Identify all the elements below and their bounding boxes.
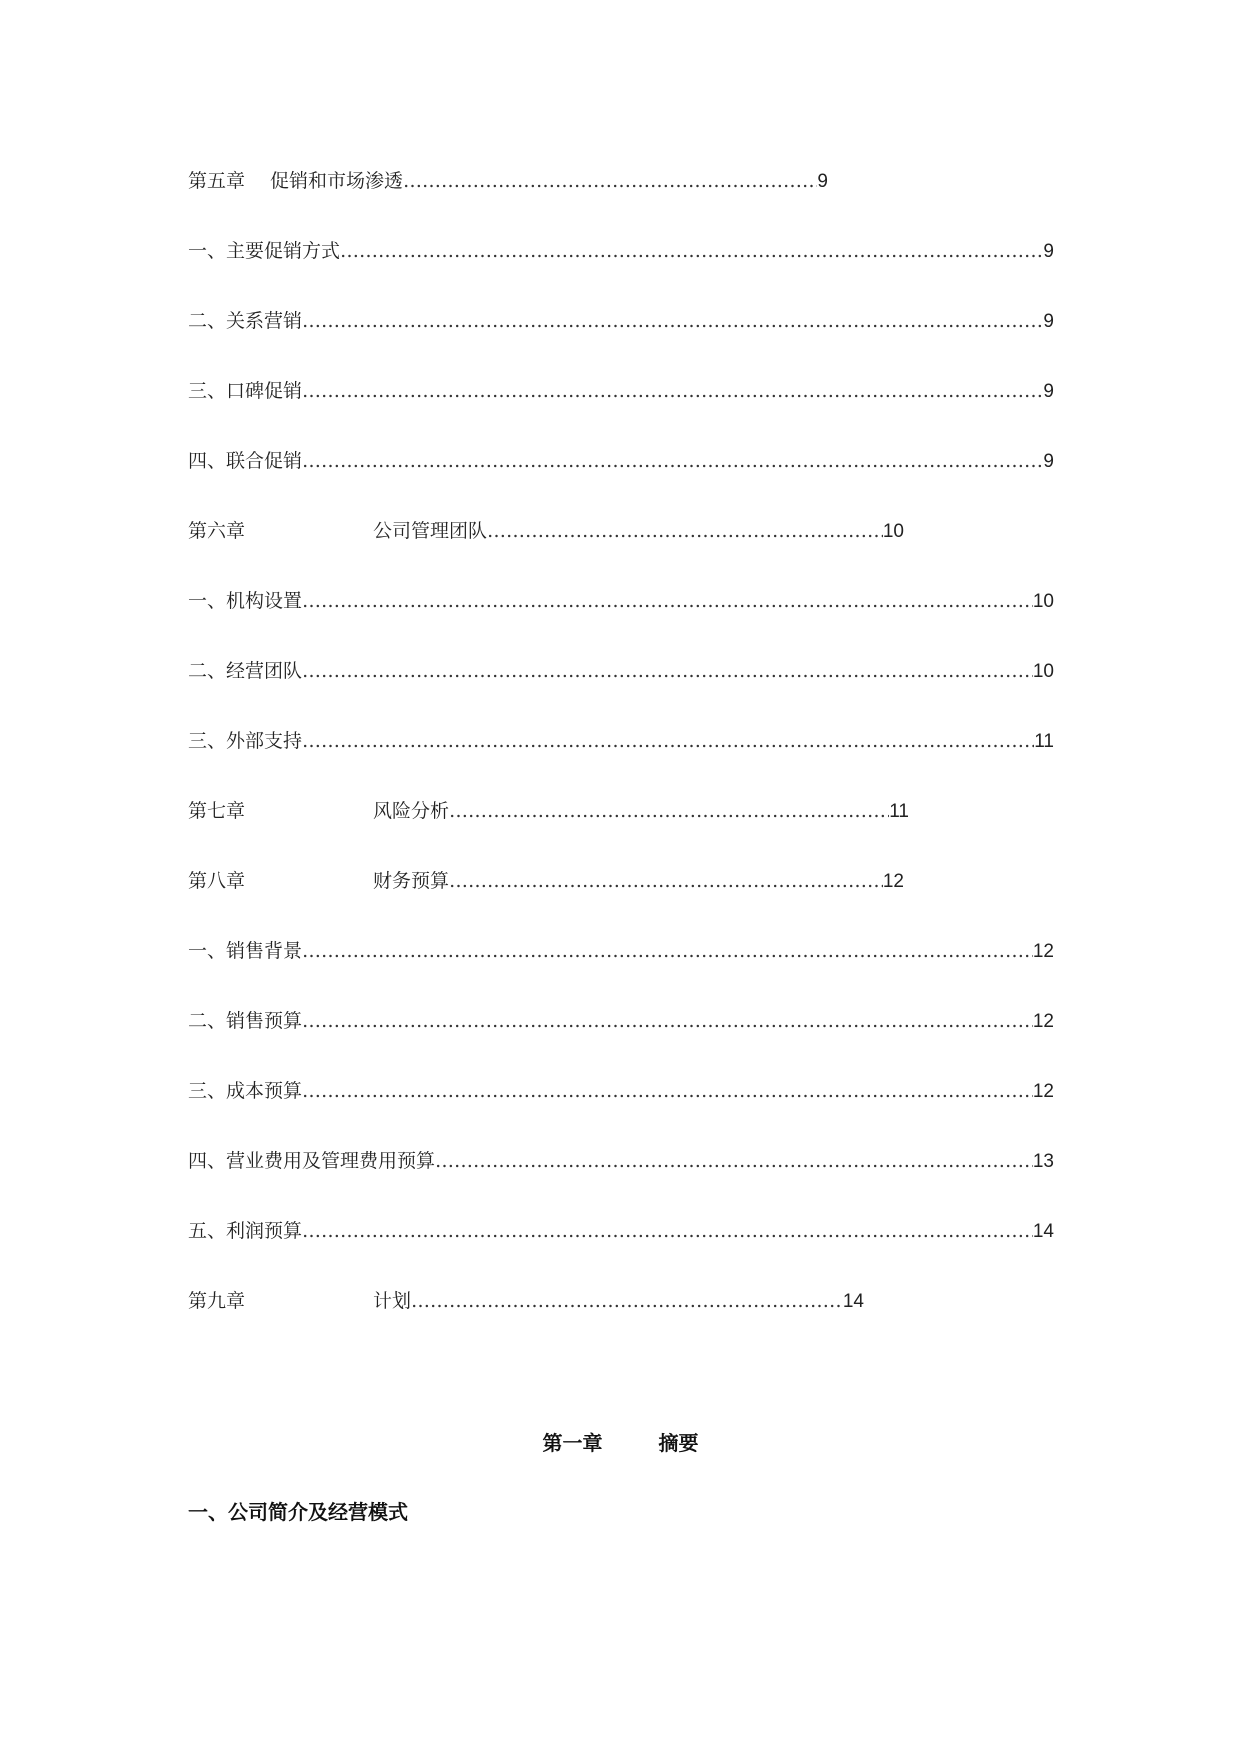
section-heading: 一、公司简介及经营模式 xyxy=(188,1500,408,1524)
toc-page-number: 13 xyxy=(1032,1151,1054,1172)
toc-leader-dots xyxy=(302,308,1043,334)
toc-page-number: 9 xyxy=(817,171,828,192)
toc-entry xyxy=(188,588,1054,614)
toc-entry xyxy=(188,378,1054,404)
chapter-heading-number: 第一章 xyxy=(542,1431,603,1455)
toc-section-label: 三、外部支持 xyxy=(188,730,303,752)
toc-leader-dots xyxy=(302,1008,1033,1034)
toc-leader-dots xyxy=(302,1218,1033,1244)
toc-entry xyxy=(188,1078,1054,1104)
toc-chapter-number: 第八章 xyxy=(188,870,246,892)
toc-entry xyxy=(188,238,1054,264)
toc-entry xyxy=(188,938,1054,964)
toc-chapter-title: 财务预算 xyxy=(373,870,450,892)
toc-page-number: 12 xyxy=(882,871,904,892)
toc-section-label: 一、机构设置 xyxy=(188,590,303,612)
toc-entry xyxy=(188,868,904,894)
chapter-heading xyxy=(0,1429,1241,1457)
toc-section-label: 三、口碑促销 xyxy=(188,380,303,402)
toc-entry xyxy=(188,518,904,544)
toc-page-number: 14 xyxy=(1032,1221,1054,1242)
toc-entry xyxy=(188,1288,864,1314)
toc-chapter-number: 第五章 xyxy=(188,170,246,192)
toc-chapter-number: 第六章 xyxy=(188,520,246,542)
toc-entry xyxy=(188,798,909,824)
toc-page-number: 9 xyxy=(1043,381,1054,402)
toc-entry xyxy=(188,728,1054,754)
toc-leader-dots xyxy=(411,1288,843,1314)
toc-entry xyxy=(188,168,828,194)
toc-section-label: 三、成本预算 xyxy=(188,1080,303,1102)
toc-page-number: 10 xyxy=(882,521,904,542)
toc-entry xyxy=(188,1218,1054,1244)
toc-leader-dots xyxy=(340,238,1043,264)
toc-section-label: 四、联合促销 xyxy=(188,450,303,472)
toc-chapter-title: 风险分析 xyxy=(373,800,450,822)
toc-section-label: 一、销售背景 xyxy=(188,940,303,962)
toc-section-label: 四、营业费用及管理费用预算 xyxy=(188,1150,436,1172)
toc-chapter-number: 第九章 xyxy=(188,1290,246,1312)
toc-leader-dots xyxy=(302,588,1033,614)
toc-chapter-title: 公司管理团队 xyxy=(373,520,488,542)
toc-chapter-title: 计划 xyxy=(373,1290,412,1312)
toc-leader-dots xyxy=(302,1078,1033,1104)
toc-section-label: 二、经营团队 xyxy=(188,660,303,682)
toc-page-number: 9 xyxy=(1043,241,1054,262)
toc-entry xyxy=(188,1148,1054,1174)
toc-leader-dots xyxy=(302,448,1043,474)
chapter-heading-title: 摘要 xyxy=(658,1431,699,1455)
toc-page-number: 12 xyxy=(1032,941,1054,962)
toc-section-label: 五、利润预算 xyxy=(188,1220,303,1242)
toc-page-number: 10 xyxy=(1032,591,1054,612)
toc-page-number: 11 xyxy=(1034,731,1054,752)
toc-page-number: 12 xyxy=(1032,1011,1054,1032)
toc-leader-dots xyxy=(302,378,1043,404)
toc-leader-dots xyxy=(302,938,1033,964)
toc-leader-dots xyxy=(302,728,1034,754)
toc-section-label: 二、销售预算 xyxy=(188,1010,303,1032)
toc-entry xyxy=(188,658,1054,684)
toc-page-number: 11 xyxy=(889,801,909,822)
toc-page-number: 14 xyxy=(842,1291,864,1312)
toc-page-number: 10 xyxy=(1032,661,1054,682)
toc-leader-dots xyxy=(487,518,883,544)
toc-leader-dots xyxy=(449,798,889,824)
toc-page-number: 12 xyxy=(1032,1081,1054,1102)
toc-entry xyxy=(188,1008,1054,1034)
toc-entry xyxy=(188,308,1054,334)
toc-section-label: 一、主要促销方式 xyxy=(188,240,341,262)
toc-entry xyxy=(188,448,1054,474)
toc-leader-dots xyxy=(449,868,883,894)
toc-page-number: 9 xyxy=(1043,311,1054,332)
toc-page-number: 9 xyxy=(1043,451,1054,472)
toc-chapter-title: 促销和市场渗透 xyxy=(270,170,404,192)
toc-leader-dots xyxy=(302,658,1033,684)
toc-leader-dots xyxy=(435,1148,1033,1174)
toc-section-label: 二、关系营销 xyxy=(188,310,303,332)
toc-chapter-number: 第七章 xyxy=(188,800,246,822)
toc-leader-dots xyxy=(403,168,817,194)
